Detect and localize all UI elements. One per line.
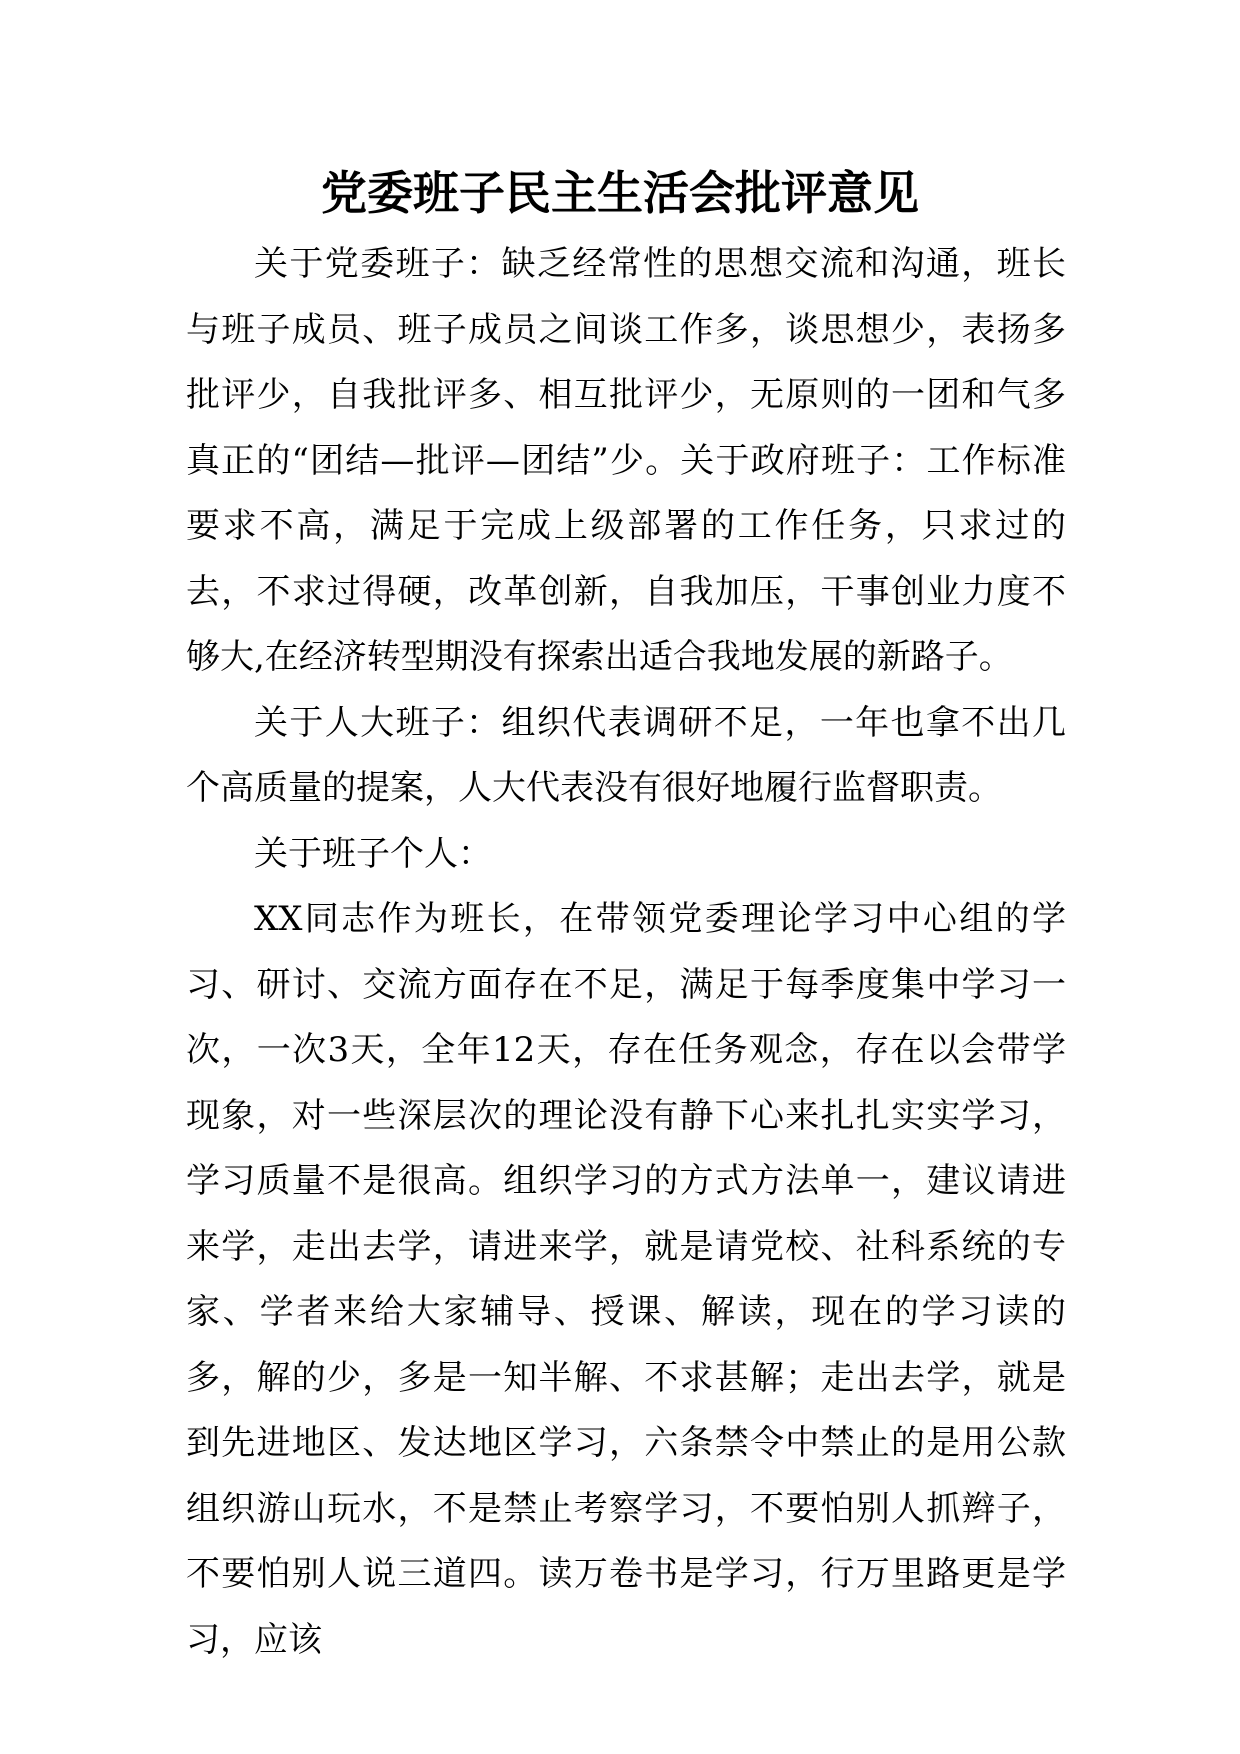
- paragraph-party-committee: 关于党委班子：缺乏经常性的思想交流和沟通，班长与班子成员、班子成员之间谈工作多，谈思想少，表扬多批评少，自我批评多、相互批评少，无原则的一团和气多真正的“团结—批评—团结”少。关于政府班子：工作标准要求不高，满足于完成上级部署的工作任务，只求过的去，不求过得硬，改革创新，自我加压，干事创业力度不够大,在经济转型期没有探索出适合我地发展的新路子。: [186, 244, 1066, 677]
- paragraph-npc: 关于人大班子：组织代表调研不足，一年也拿不出几个高质量的提案，人大代表没有很好地履行监督职责。: [186, 702, 1066, 808]
- paragraph-xx-comrade: XX同志作为班长，在带领党委理论学习中心组的学习、研讨、交流方面存在不足，满足于每季度集中学习一次，一次3天，全年12天，存在任务观念，存在以会带学现象，对一些深层次的理论没有静下心来扎扎实实学习，学习质量不是很高。组织学习的方式方法单一，建议请进来学，走出去学，请进来学，就是请党校、社科系统的专家、学者来给大家辅导、授课、解读，现在的学习读的多，解的少，多是一知半解、不求甚解；走出去学，就是到先进地区、发达地区学习，六条禁令中禁止的是用公款组织游山玩水，不是禁止考察学习，不要怕别人抓辫子，不要怕别人说三道四。读万卷书是学习，行万里路更是学习，应该: [186, 899, 1066, 1660]
- paragraph-individual-heading: 关于班子个人：: [254, 833, 492, 874]
- document-body: [186, 232, 1066, 1673]
- document-title: 党委班子民主生活会批评意见: [321, 166, 919, 220]
